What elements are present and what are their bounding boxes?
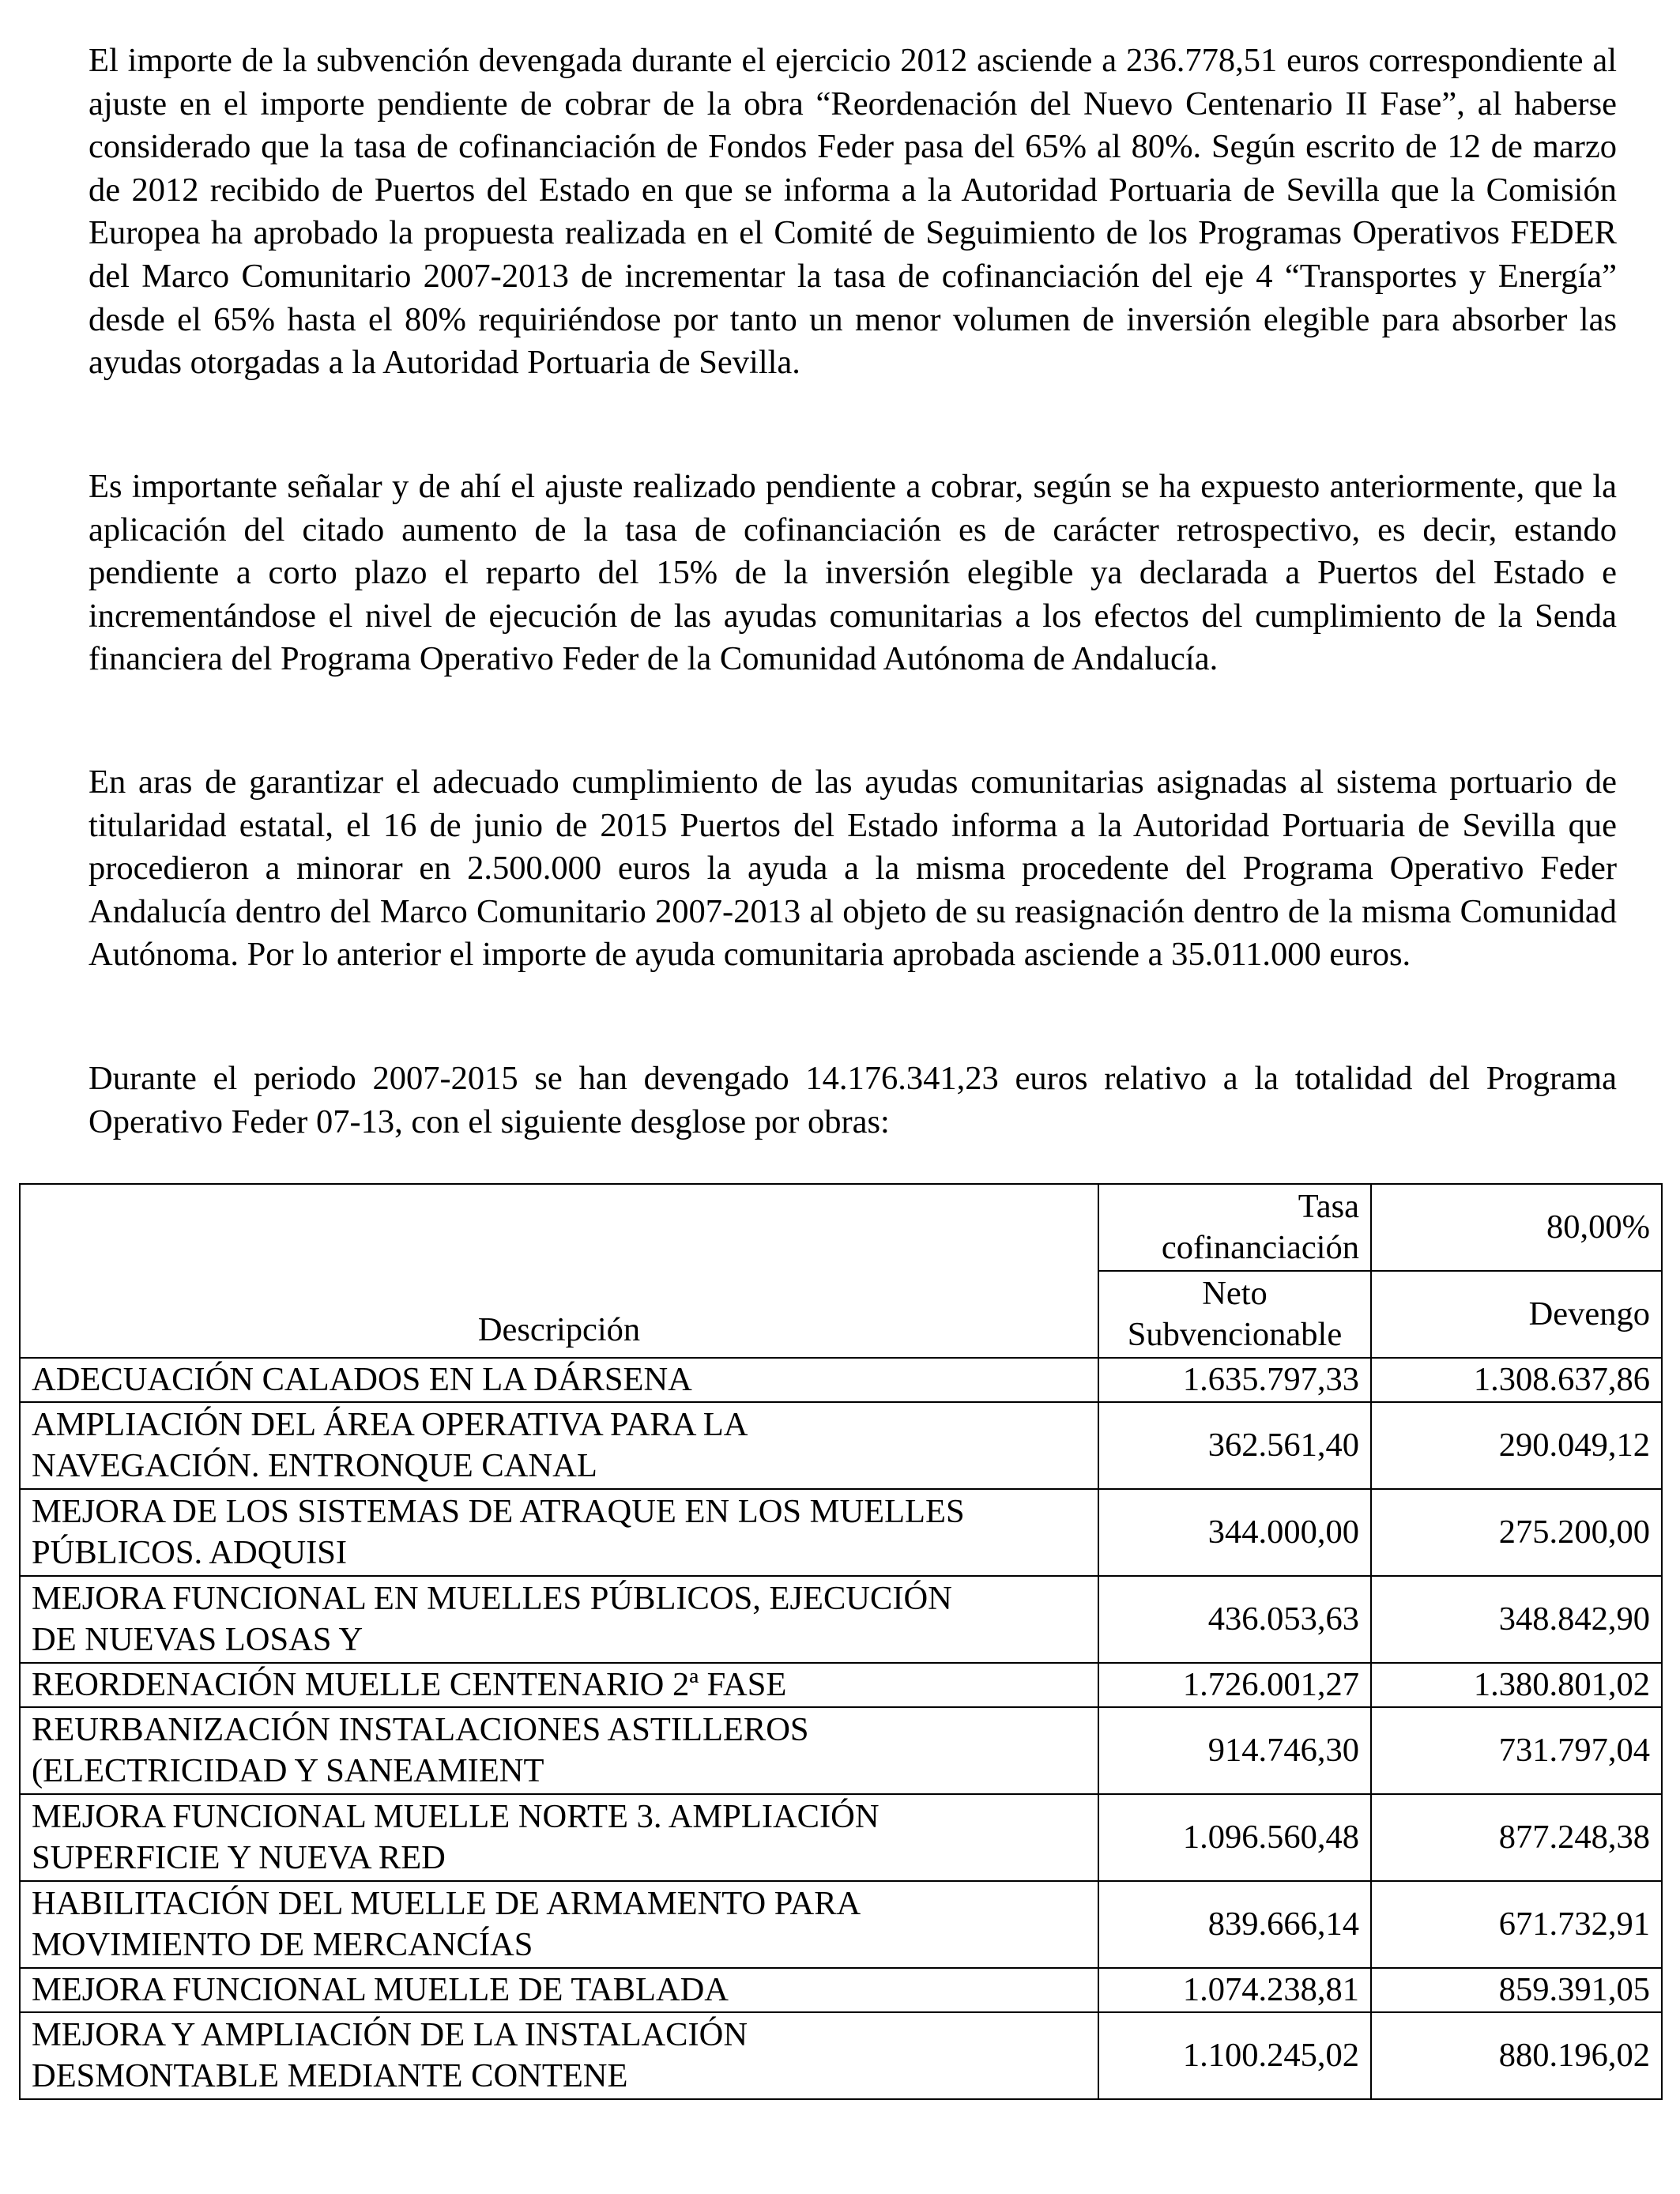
row-description [20,1707,1098,1794]
row-devengo: 880.196,02 [1371,2012,1662,2099]
paragraph-ajuste-retrospectivo: Es importante señalar y de ahí el ajuste realizado pendiente a cobrar, según se ha expuesto anteriormente, que la aplicación del citado aumento de la tasa de cofinanciación es de carácter retrospectivo, es decir, estando pendiente a corto plazo el reparto del 15% de la inversión elegible ya declarada a Puertos del Estado e incrementándose el nivel de ejecución de las ayudas comunitarias a los efectos del cumplimiento de la Senda financiera del Programa Operativo Feder de la Comunidad Autónoma de Andalucía. [89,468,1617,678]
row-neto-subvencionable: 1.096.560,48 [1098,1794,1371,1881]
header-descripcion-label: Descripción [477,1311,641,1348]
row-description-line-1: REURBANIZACIÓN INSTALACIONES ASTILLEROS [32,1711,809,1748]
row-description-line-2: MOVIMIENTO DE MERCANCÍAS [32,1926,533,1963]
row-description [20,1794,1098,1881]
row-description-line-1: REORDENACIÓN MUELLE CENTENARIO 2ª FASE [32,1666,787,1703]
row-devengo: 671.732,91 [1371,1881,1662,1968]
row-neto-subvencionable: 1.635.797,33 [1098,1358,1371,1402]
row-devengo: 290.049,12 [1371,1402,1662,1489]
row-description [20,1881,1098,1968]
row-description-line-2: PÚBLICOS. ADQUISI [32,1534,348,1571]
row-devengo: 859.391,05 [1371,1968,1662,2012]
row-description-line-1: HABILITACIÓN DEL MUELLE DE ARMAMENTO PARA [32,1885,861,1922]
row-description [20,1968,1098,2012]
table-row [20,1402,1662,1489]
table-row [20,1707,1662,1794]
header-neto-label: Neto [1202,1275,1268,1312]
row-description-line-2: DE NUEVAS LOSAS Y [32,1621,363,1658]
header-descripcion [20,1184,1098,1358]
row-description [20,2012,1098,2099]
row-description-line-2: (ELECTRICIDAD Y SANEAMIENT [32,1752,544,1789]
row-description-line-2: NAVEGACIÓN. ENTRONQUE CANAL [32,1447,597,1484]
header-subvencionable-label: Subvencionable [1127,1316,1343,1353]
row-description-line-2: DESMONTABLE MEDIANTE CONTENE [32,2057,628,2094]
row-description-line-1: MEJORA DE LOS SISTEMAS DE ATRAQUE EN LOS MUELLES [32,1493,965,1530]
row-neto-subvencionable: 914.746,30 [1098,1707,1371,1794]
row-description [20,1576,1098,1663]
table-row [20,1576,1662,1663]
header-tasa-cofinanciacion [1098,1184,1371,1271]
row-neto-subvencionable: 344.000,00 [1098,1489,1371,1576]
row-neto-subvencionable: 1.726.001,27 [1098,1663,1371,1707]
table-row [20,2012,1662,2099]
row-devengo: 275.200,00 [1371,1489,1662,1576]
table-row [20,1663,1662,1707]
header-tasa-value: 80,00% [1371,1184,1662,1271]
row-description [20,1358,1098,1402]
row-description-line-1: MEJORA FUNCIONAL EN MUELLES PÚBLICOS, EJECUCIÓN [32,1580,952,1617]
table-row [20,1358,1662,1402]
table-row [20,1881,1662,1968]
header-cofinanciacion-label: cofinanciación [1161,1229,1359,1266]
obras-table [19,1183,1663,2100]
row-devengo: 877.248,38 [1371,1794,1662,1881]
table-row [20,1794,1662,1881]
row-neto-subvencionable: 1.074.238,81 [1098,1968,1371,2012]
row-devengo: 1.308.637,86 [1371,1358,1662,1402]
paragraph-minoracion-ayuda: En aras de garantizar el adecuado cumplimiento de las ayudas comunitarias asignadas al sistema portuario de titularidad estatal, el 16 de junio de 2015 Puertos del Estado informa a la Autoridad Portuaria de Sevilla que procedieron a minorar en 2.500.000 euros la ayuda a la misma procedente del Programa Operativo Feder Andalucía dentro del Marco Comunitario 2007-2013 al objeto de su reasignación dentro de la misma Comunidad Autónoma. Por lo anterior el importe de ayuda comunitaria aprobada asciende a 35.011.000 euros. [89,763,1617,974]
row-description [20,1402,1098,1489]
row-description [20,1663,1098,1707]
row-description-line-1: MEJORA FUNCIONAL MUELLE DE TABLADA [32,1971,729,2008]
paragraph-subvencion-2012: El importe de la subvención devengada durante el ejercicio 2012 asciende a 236.778,51 euros correspondiente al ajuste en el importe pendiente de cobrar de la obra “Reordenación del Nuevo Centenario II Fase”, al haberse considerado que la tasa de cofinanciación de Fondos Feder pasa del 65% al 80%. Según escrito de 12 de marzo de 2012 recibido de Puertos del Estado en que se informa a la Autoridad Portuaria de Sevilla que la Comisión Europea ha aprobado la propuesta realizada en el Comité de Seguimiento de los Programas Operativos FEDER del Marco Comunitario 2007-2013 de incrementar la tasa de cofinanciación del eje 4 “Transportes y Energía” desde el 65% hasta el 80% requiriéndose por tanto un menor volumen de inversión elegible para absorber las ayudas otorgadas a la Autoridad Portuaria de Sevilla. [89,42,1617,382]
row-neto-subvencionable: 436.053,63 [1098,1576,1371,1663]
row-description-line-1: MEJORA Y AMPLIACIÓN DE LA INSTALACIÓN [32,2016,748,2053]
table-row [20,1968,1662,2012]
row-description-line-1: ADECUACIÓN CALADOS EN LA DÁRSENA [32,1361,692,1398]
row-description-line-2: SUPERFICIE Y NUEVA RED [32,1839,446,1876]
row-neto-subvencionable: 839.666,14 [1098,1881,1371,1968]
row-description-line-1: MEJORA FUNCIONAL MUELLE NORTE 3. AMPLIACIÓN [32,1798,880,1835]
row-devengo: 731.797,04 [1371,1707,1662,1794]
row-neto-subvencionable: 1.100.245,02 [1098,2012,1371,2099]
row-devengo: 1.380.801,02 [1371,1663,1662,1707]
header-devengo: Devengo [1371,1271,1662,1358]
table-header-row-tasa [20,1184,1662,1271]
row-description [20,1489,1098,1576]
row-neto-subvencionable: 362.561,40 [1098,1402,1371,1489]
header-neto-subvencionable [1098,1271,1371,1358]
row-description-line-1: AMPLIACIÓN DEL ÁREA OPERATIVA PARA LA [32,1406,748,1443]
header-tasa-label: Tasa [1298,1188,1359,1225]
paragraph-periodo-2007-2015: Durante el periodo 2007-2015 se han devengado 14.176.341,23 euros relativo a la totalidad del Programa Operativo Feder 07-13, con el siguiente desglose por obras: [89,1060,1617,1140]
row-devengo: 348.842,90 [1371,1576,1662,1663]
table-row [20,1489,1662,1576]
